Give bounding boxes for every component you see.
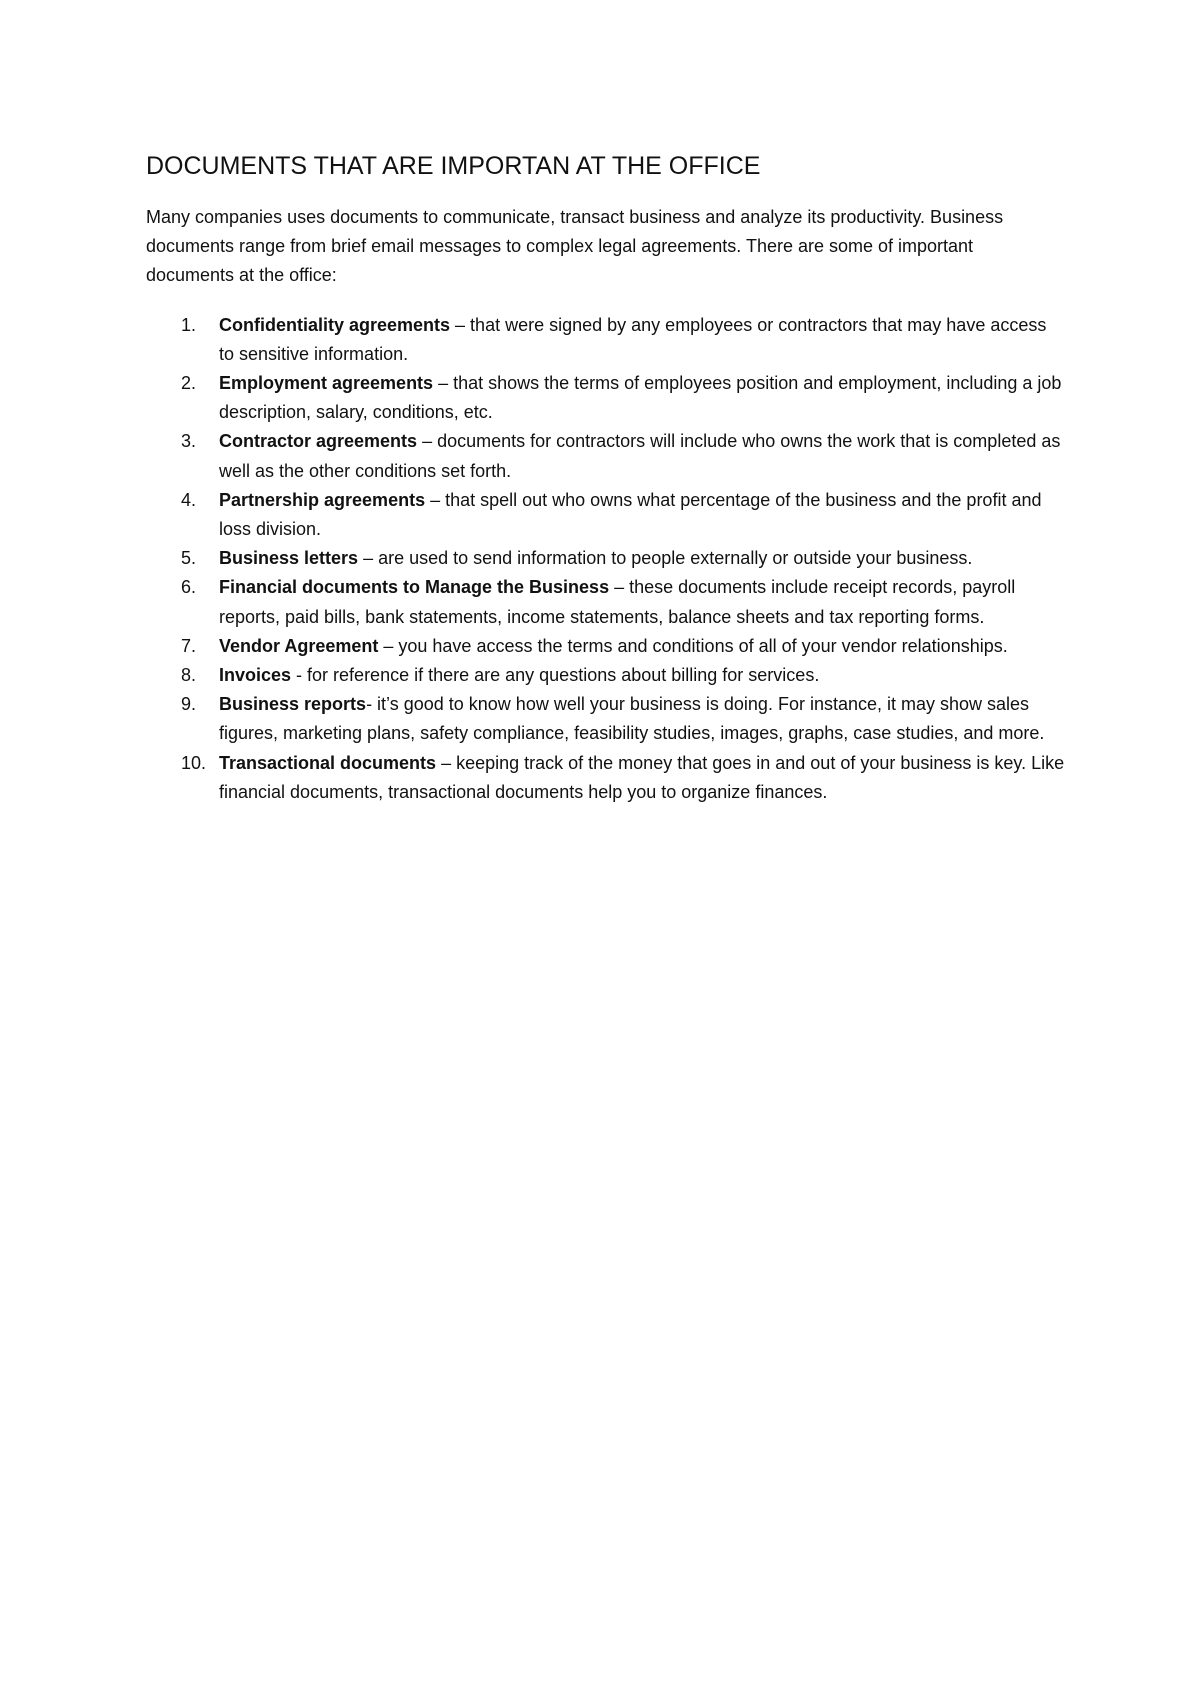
list-item-text [219,661,1066,690]
list-item-number: 9. [181,694,197,715]
list-item [146,427,1066,485]
list-item-description: – that spell out who owns what percentage of the business and the profit and loss division. [219,489,1042,540]
list-item-term: Confidentiality agreements [219,314,451,335]
list-item-term: Vendor Agreement [219,635,379,656]
list-item-term: Business letters [219,548,359,569]
list-item-number: 8. [181,665,197,686]
document-title: DOCUMENTS THAT ARE IMPORTAN AT THE OFFICE [146,152,761,180]
list-item [146,749,1066,807]
list-item-term: Business reports [219,694,367,715]
list-item-term: Invoices [219,665,292,686]
list-item-text [219,632,1066,661]
list-item-description: - it’s good to know how well your business is doing. For instance, it may show sales figures, marketing plans, safety compliance, feasibility studies, images, graphs, case studies, and more. [219,694,1045,744]
list-item-term: Financial documents to Manage the Business [219,577,610,598]
list-item-text [219,486,1066,544]
list-item [146,544,1066,573]
list-item-number: 1. [181,314,197,335]
list-item-number: 5. [181,548,197,569]
list-item-text [219,369,1066,427]
list-item-text [219,544,1066,573]
list-item-description: – that were signed by any employees or contractors that may have access to sensitive information. [219,314,1047,364]
list-item-text [219,311,1066,369]
list-item-description: – these documents include receipt records, payroll reports, paid bills, bank statements, income statements, balance sheets and tax reporting forms. [219,577,1016,627]
list-item [146,690,1066,748]
documents-list [146,311,1066,807]
list-item-term: Employment agreements [219,373,434,394]
list-item-description: – that shows the terms of employees position and employment, including a job description, salary, conditions, etc. [219,373,1062,423]
list-item-number: 7. [181,635,197,656]
list-item [146,369,1066,427]
list-item-number: 3. [181,431,197,452]
list-item-description: – documents for contractors will include who owns the work that is completed as well as the other conditions set forth. [219,431,1061,481]
document-content [146,150,1066,807]
list-item-term: Partnership agreements [219,489,426,510]
list-item-text [219,573,1066,631]
list-item-text [219,690,1066,748]
intro-paragraph: Many companies uses documents to communicate, transact business and analyze its productivity. Business documents range from brief email messages to complex legal agreements. There are some of important documents at the office: [146,207,1004,286]
list-item [146,573,1066,631]
list-item-number: 2. [181,373,197,394]
list-item [146,311,1066,369]
list-item [146,632,1066,661]
list-item-number: 6. [181,577,197,598]
list-item [146,486,1066,544]
list-item-text [219,427,1066,485]
list-item-description: - for reference if there are any questions about billing for services. [291,665,820,686]
list-item-description: – you have access the terms and conditions of all of your vendor relationships. [378,635,1008,656]
list-item-description: – keeping track of the money that goes in and out of your business is key. Like financial documents, transactional documents help you to organize finances. [219,752,1065,802]
list-item-term: Contractor agreements [219,431,418,452]
list-item-text [219,749,1066,807]
list-item-number: 4. [181,489,197,510]
list-item-number: 10. [181,752,207,773]
list-item [146,661,1066,690]
list-item-term: Transactional documents [219,752,437,773]
list-item-description: – are used to send information to people externally or outside your business. [358,548,973,569]
